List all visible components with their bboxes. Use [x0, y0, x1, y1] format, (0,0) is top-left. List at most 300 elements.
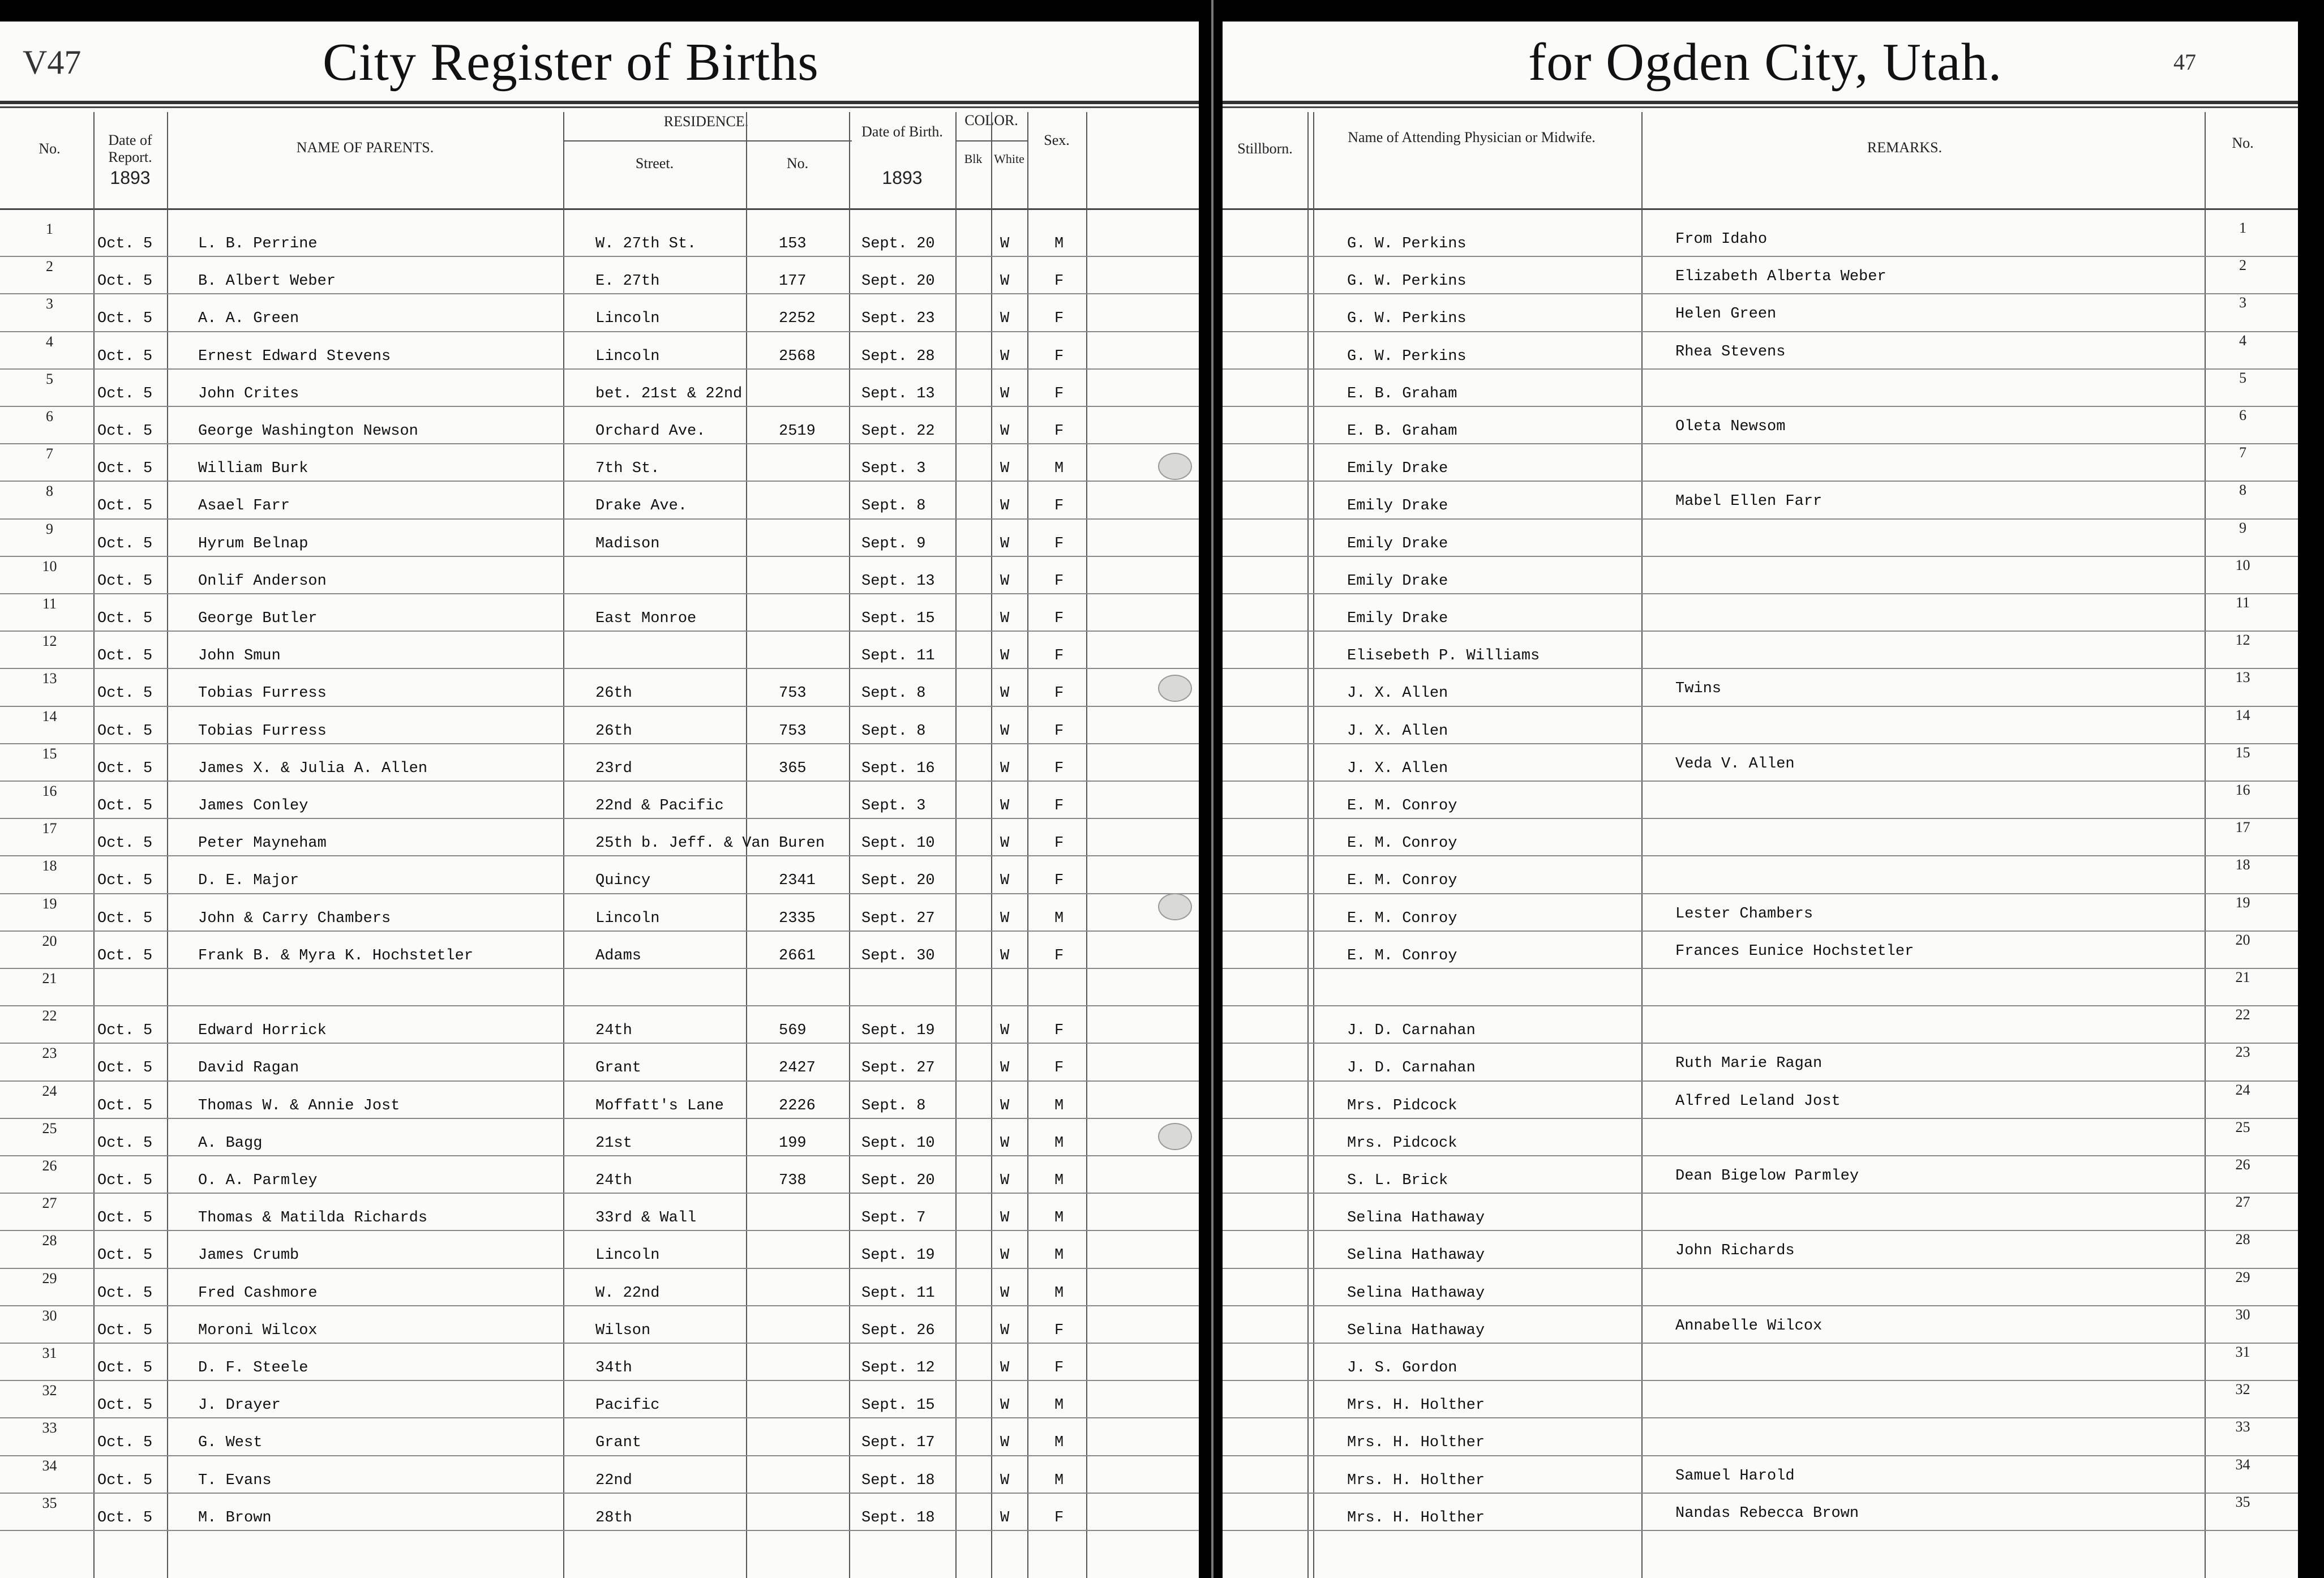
physician-name: E. M. Conroy [1347, 835, 1457, 852]
row-rule [1223, 855, 2298, 856]
header-top-rule [0, 101, 1199, 104]
page-title: City Register of Births [323, 33, 819, 92]
header-parents: NAME OF PARENTS. [296, 139, 434, 156]
color-mark: W [1000, 498, 1010, 515]
sex-mark: F [1054, 1060, 1064, 1077]
physician-name: Emily Drake [1347, 572, 1448, 590]
parents-name: D. E. Major [198, 872, 299, 890]
row-rule [0, 1493, 1199, 1494]
remarks-text: Ruth Marie Ragan [1675, 1055, 1823, 1073]
physician-name: Selina Hathaway [1347, 1247, 1485, 1264]
residence-street: Grant [595, 1060, 642, 1077]
physician-name: Emily Drake [1347, 460, 1448, 478]
row-rule [1223, 1043, 2298, 1044]
residence-street: 22nd [595, 1472, 632, 1489]
birth-date: Sept. 20 [861, 273, 935, 290]
parents-name: James Conley [198, 797, 308, 814]
right-header-bottom-rule [1223, 208, 2298, 210]
row-number-right: 32 [2235, 1381, 2250, 1398]
row-rule [0, 1305, 1199, 1306]
color-mark: W [1000, 947, 1010, 964]
row-number-right: 10 [2235, 556, 2250, 573]
report-date: Oct. 5 [97, 310, 153, 328]
report-date: Oct. 5 [97, 835, 153, 852]
row-number: 11 [42, 595, 57, 612]
residence-street: Lincoln [595, 910, 660, 927]
color-mark: W [1000, 235, 1010, 252]
row-number-right: 1 [2239, 220, 2246, 236]
book-spine [1211, 0, 1214, 1578]
row-rule [0, 893, 1199, 894]
row-rule [1223, 1417, 2298, 1418]
row-rule [0, 743, 1199, 744]
row-rule [1223, 1493, 2298, 1494]
report-date: Oct. 5 [97, 1434, 153, 1452]
row-rule [0, 1417, 1199, 1418]
birth-date: Sept. 20 [861, 235, 935, 252]
color-mark: W [1000, 348, 1010, 365]
birth-date: Sept. 8 [861, 498, 926, 515]
residence-street: Adams [595, 947, 642, 964]
residence-number: 199 [779, 1134, 807, 1152]
row-rule [0, 1268, 1199, 1269]
row-number: 1 [46, 221, 53, 237]
sex-mark: F [1054, 1509, 1064, 1526]
row-number: 24 [42, 1082, 57, 1099]
sex-mark: F [1054, 685, 1064, 702]
row-number: 29 [42, 1270, 57, 1287]
row-number-right: 11 [2235, 594, 2250, 611]
parents-name: Tobias Furress [198, 685, 327, 702]
sex-mark: M [1054, 1247, 1064, 1264]
color-mark: W [1000, 273, 1010, 290]
row-rule [0, 1155, 1199, 1156]
sex-mark: F [1054, 947, 1064, 964]
report-date: Oct. 5 [97, 535, 153, 552]
row-number-right: 28 [2235, 1231, 2250, 1248]
sex-mark: M [1054, 1434, 1064, 1452]
birth-date: Sept. 13 [861, 572, 935, 590]
row-rule [0, 1343, 1199, 1344]
residence-street: 23rd [595, 760, 632, 777]
row-rule [1223, 1193, 2298, 1194]
row-rule [1223, 1230, 2298, 1231]
report-date: Oct. 5 [97, 1322, 153, 1339]
right-header-top-rule [1223, 101, 2298, 104]
report-date: Oct. 5 [97, 910, 153, 927]
sex-mark: M [1054, 1097, 1064, 1114]
row-number-right: 25 [2235, 1118, 2250, 1135]
report-date: Oct. 5 [97, 1472, 153, 1489]
remarks-text: Alfred Leland Jost [1675, 1092, 1841, 1110]
color-mark: W [1000, 685, 1010, 702]
row-rule [0, 968, 1199, 969]
color-mark: W [1000, 1247, 1010, 1264]
parents-name: D. F. Steele [198, 1360, 308, 1377]
birth-date: Sept. 8 [861, 1097, 926, 1114]
report-date: Oct. 5 [97, 1134, 153, 1152]
page-number-note: 47 [2173, 49, 2196, 75]
report-date: Oct. 5 [97, 1060, 153, 1077]
row-rule [0, 1230, 1199, 1231]
remarks-text: Oleta Newsom [1675, 418, 1786, 435]
birth-date: Sept. 13 [861, 385, 935, 402]
row-rule [1223, 631, 2298, 632]
residence-number: 2519 [779, 423, 816, 440]
color-mark: W [1000, 797, 1010, 814]
header-report-year: 1893 [110, 168, 151, 188]
row-rule [0, 631, 1199, 632]
birth-date: Sept. 7 [861, 1210, 926, 1227]
row-number: 2 [46, 258, 53, 275]
remarks-text: Mabel Ellen Farr [1675, 493, 1823, 511]
physician-name: E. B. Graham [1347, 385, 1457, 402]
report-date: Oct. 5 [97, 498, 153, 515]
sex-mark: M [1054, 1284, 1064, 1302]
row-number-right: 29 [2235, 1268, 2250, 1285]
binder-hole [1158, 893, 1192, 920]
color-mark: W [1000, 535, 1010, 552]
color-mark: W [1000, 910, 1010, 927]
row-rule [0, 818, 1199, 819]
color-mark: W [1000, 1134, 1010, 1152]
row-number: 19 [42, 895, 57, 912]
report-date: Oct. 5 [97, 1210, 153, 1227]
birth-date: Sept. 18 [861, 1509, 935, 1526]
report-date: Oct. 5 [97, 872, 153, 890]
row-rule [0, 481, 1199, 482]
residence-street: 26th [595, 722, 632, 740]
birth-date: Sept. 3 [861, 797, 926, 814]
row-rule [0, 331, 1199, 332]
parents-name: George Washington Newson [198, 423, 418, 440]
parents-name: Fred Cashmore [198, 1284, 318, 1302]
row-number: 33 [42, 1420, 57, 1437]
header-no-right: No. [2232, 135, 2254, 151]
residence-street: 34th [595, 1360, 632, 1377]
birth-date: Sept. 16 [861, 760, 935, 777]
row-rule [1223, 893, 2298, 894]
residence-street: East Monroe [595, 610, 697, 627]
parents-name: J. Drayer [198, 1397, 281, 1414]
row-number: 32 [42, 1382, 57, 1399]
row-number-right: 2 [2239, 257, 2246, 274]
row-rule [1223, 743, 2298, 744]
row-number-right: 3 [2239, 294, 2246, 311]
residence-street: Wilson [595, 1322, 651, 1339]
sex-mark: M [1054, 1172, 1064, 1189]
physician-name: Selina Hathaway [1347, 1210, 1485, 1227]
birth-date: Sept. 20 [861, 872, 935, 890]
parents-name: George Butler [198, 610, 318, 627]
row-rule [1223, 1530, 2298, 1531]
row-rule [0, 855, 1199, 856]
color-mark: W [1000, 1022, 1010, 1040]
sex-mark: F [1054, 872, 1064, 890]
residence-street: Drake Ave. [595, 498, 688, 515]
row-number: 28 [42, 1232, 57, 1249]
row-rule [0, 668, 1199, 669]
remarks-text: Dean Bigelow Parmley [1675, 1168, 1859, 1185]
birth-date: Sept. 9 [861, 535, 926, 552]
row-rule [1223, 968, 2298, 969]
report-date: Oct. 5 [97, 1097, 153, 1114]
row-number-right: 5 [2239, 369, 2246, 386]
row-rule [1223, 1268, 2298, 1269]
color-mark: W [1000, 1097, 1010, 1114]
row-number-right: 35 [2235, 1493, 2250, 1510]
parents-name: James Crumb [198, 1247, 299, 1264]
row-rule [0, 1380, 1199, 1381]
physician-name: Mrs. H. Holther [1347, 1397, 1485, 1414]
row-number-right: 8 [2239, 482, 2246, 499]
row-number-right: 18 [2235, 856, 2250, 873]
report-date: Oct. 5 [97, 572, 153, 590]
row-number: 27 [42, 1195, 57, 1212]
birth-date: Sept. 19 [861, 1247, 935, 1264]
remarks-text: Nandas Rebecca Brown [1675, 1504, 1859, 1522]
right-header-top-rule-2 [1223, 106, 2298, 108]
row-number: 5 [46, 370, 53, 387]
row-number: 31 [42, 1345, 57, 1361]
remarks-text: John Richards [1675, 1242, 1795, 1260]
sex-mark: F [1054, 835, 1064, 852]
birth-date: Sept. 8 [861, 722, 926, 740]
residence-street: bet. 21st & 22nd [595, 385, 743, 402]
parents-name: David Ragan [198, 1060, 299, 1077]
physician-name: Mrs. H. Holther [1347, 1509, 1485, 1526]
report-date: Oct. 5 [97, 1284, 153, 1302]
color-mark: W [1000, 1472, 1010, 1489]
parents-name: John & Carry Chambers [198, 910, 391, 927]
sex-mark: F [1054, 273, 1064, 290]
header-street: Street. [635, 155, 674, 171]
row-rule [1223, 1005, 2298, 1006]
physician-name: J. X. Allen [1347, 685, 1448, 702]
row-number: 4 [46, 333, 53, 350]
row-rule [0, 706, 1199, 707]
physician-name: Mrs. H. Holther [1347, 1472, 1485, 1489]
sex-mark: F [1054, 535, 1064, 552]
residence-number: 2226 [779, 1097, 816, 1114]
parents-name: A. Bagg [198, 1134, 263, 1152]
sex-mark: M [1054, 910, 1064, 927]
parents-name: O. A. Parmley [198, 1172, 318, 1189]
remarks-text: Frances Eunice Hochstetler [1675, 942, 1914, 960]
residence-street: W. 27th St. [595, 235, 697, 252]
color-mark: W [1000, 722, 1010, 740]
residence-number: 2335 [779, 910, 816, 927]
header-date-of-report: Date of Report. [108, 132, 152, 165]
sex-mark: F [1054, 385, 1064, 402]
remarks-text: Rhea Stevens [1675, 343, 1786, 361]
row-number: 22 [42, 1007, 57, 1024]
sex-mark: M [1054, 1472, 1064, 1489]
residence-street: Madison [595, 535, 660, 552]
physician-name: J. X. Allen [1347, 722, 1448, 740]
row-rule [0, 1043, 1199, 1044]
residence-street: 21st [595, 1134, 632, 1152]
row-rule [0, 1118, 1199, 1119]
right-register-page [1223, 22, 2298, 1578]
row-number-right: 16 [2235, 782, 2250, 798]
row-number-right: 12 [2235, 632, 2250, 649]
row-number: 34 [42, 1457, 57, 1474]
physician-name: E. M. Conroy [1347, 872, 1457, 890]
binder-hole [1158, 1123, 1192, 1150]
parents-name: Hyrum Belnap [198, 535, 308, 552]
row-rule [1223, 1155, 2298, 1156]
residence-street: Lincoln [595, 310, 660, 328]
report-date: Oct. 5 [97, 947, 153, 964]
row-rule [1223, 293, 2298, 294]
sex-mark: F [1054, 1322, 1064, 1339]
row-rule [1223, 706, 2298, 707]
sex-mark: F [1054, 722, 1064, 740]
residence-number: 177 [779, 273, 807, 290]
row-number-right: 20 [2235, 931, 2250, 948]
sex-mark: M [1054, 1397, 1064, 1414]
row-number-right: 33 [2235, 1418, 2250, 1435]
birth-date: Sept. 10 [861, 1134, 935, 1152]
sex-mark: F [1054, 572, 1064, 590]
parents-name: B. Albert Weber [198, 273, 336, 290]
header-no: No. [38, 140, 61, 157]
physician-name: G. W. Perkins [1347, 235, 1467, 252]
birth-date: Sept. 11 [861, 648, 935, 665]
header-remarks: REMARKS. [1867, 139, 1943, 156]
report-date: Oct. 5 [97, 235, 153, 252]
row-rule [0, 1080, 1199, 1082]
row-rule [1223, 1305, 2298, 1306]
report-date: Oct. 5 [97, 648, 153, 665]
sex-mark: F [1054, 797, 1064, 814]
header-residence: RESIDENCE. [663, 113, 749, 130]
birth-date: Sept. 15 [861, 610, 935, 627]
birth-date: Sept. 20 [861, 1172, 935, 1189]
remarks-text: Annabelle Wilcox [1675, 1317, 1823, 1335]
header-physician: Name of Attending Physician or Midwife. [1348, 129, 1596, 145]
residence-number: 2427 [779, 1060, 816, 1077]
physician-name: E. M. Conroy [1347, 910, 1457, 927]
parents-name: Moroni Wilcox [198, 1322, 318, 1339]
report-date: Oct. 5 [97, 1172, 153, 1189]
parents-name: Asael Farr [198, 498, 290, 515]
birth-date: Sept. 15 [861, 1397, 935, 1414]
parents-name: Peter Mayneham [198, 835, 327, 852]
residence-number: 153 [779, 235, 807, 252]
row-number: 3 [46, 295, 53, 312]
parents-name: John Smun [198, 648, 281, 665]
row-rule [0, 368, 1199, 370]
row-number: 25 [42, 1120, 57, 1137]
residence-street: 7th St. [595, 460, 660, 478]
physician-name: J. X. Allen [1347, 760, 1448, 777]
residence-street: 33rd & Wall [595, 1210, 697, 1227]
row-rule [0, 518, 1199, 520]
row-number-right: 14 [2235, 706, 2250, 723]
physician-name: S. L. Brick [1347, 1172, 1448, 1189]
birth-date: Sept. 26 [861, 1322, 935, 1339]
header-birth-year: 1893 [882, 168, 923, 188]
row-number: 9 [46, 520, 53, 537]
residence-number: 365 [779, 760, 807, 777]
row-number: 20 [42, 932, 57, 949]
birth-date: Sept. 10 [861, 835, 935, 852]
sex-mark: F [1054, 610, 1064, 627]
row-rule [0, 443, 1199, 444]
row-number: 18 [42, 857, 57, 874]
residence-street: W. 22nd [595, 1284, 660, 1302]
physician-name: Emily Drake [1347, 535, 1448, 552]
physician-name: J. D. Carnahan [1347, 1060, 1476, 1077]
header-date-of-birth: Date of Birth. [861, 123, 943, 140]
color-mark: W [1000, 648, 1010, 665]
report-date: Oct. 5 [97, 348, 153, 365]
row-number-right: 24 [2235, 1081, 2250, 1098]
sex-mark: F [1054, 1360, 1064, 1377]
residence-street: 25th b. Jeff. & Van Buren [595, 835, 825, 852]
sex-mark: F [1054, 498, 1064, 515]
residence-number: 2568 [779, 348, 816, 365]
row-number-right: 21 [2235, 969, 2250, 985]
color-mark: W [1000, 1360, 1010, 1377]
birth-date: Sept. 22 [861, 423, 935, 440]
residence-subrule [563, 140, 852, 141]
row-number-right: 34 [2235, 1456, 2250, 1473]
row-number: 23 [42, 1045, 57, 1062]
row-number-right: 17 [2235, 819, 2250, 836]
color-mark: W [1000, 835, 1010, 852]
remarks-text: Samuel Harold [1675, 1467, 1795, 1485]
birth-date: Sept. 30 [861, 947, 935, 964]
report-date: Oct. 5 [97, 760, 153, 777]
row-number-right: 15 [2235, 744, 2250, 761]
row-rule [0, 781, 1199, 782]
report-date: Oct. 5 [97, 797, 153, 814]
physician-name: J. D. Carnahan [1347, 1022, 1476, 1040]
birth-date: Sept. 11 [861, 1284, 935, 1302]
physician-name: G. W. Perkins [1347, 348, 1467, 365]
color-mark: W [1000, 1284, 1010, 1302]
parents-name: John Crites [198, 385, 299, 402]
header-blk: Blk [964, 152, 983, 166]
color-mark: W [1000, 1397, 1010, 1414]
color-mark: W [1000, 1509, 1010, 1526]
remarks-text: Helen Green [1675, 306, 1777, 323]
remarks-text: Lester Chambers [1675, 905, 1813, 923]
parents-name: Frank B. & Myra K. Hochstetler [198, 947, 474, 964]
row-rule [1223, 1343, 2298, 1344]
header-color: COLOR. [964, 112, 1018, 128]
row-rule [0, 256, 1199, 257]
sex-mark: F [1054, 348, 1064, 365]
row-rule [1223, 406, 2298, 407]
row-rule [1223, 668, 2298, 669]
row-number: 15 [42, 745, 57, 762]
row-number: 16 [42, 783, 57, 799]
physician-name: Emily Drake [1347, 498, 1448, 515]
row-rule [0, 556, 1199, 557]
row-rule [1223, 1118, 2298, 1119]
row-rule [1223, 556, 2298, 557]
physician-name: Mrs. Pidcock [1347, 1097, 1457, 1114]
row-rule [0, 1193, 1199, 1194]
birth-date: Sept. 23 [861, 310, 935, 328]
color-mark: W [1000, 1322, 1010, 1339]
report-date: Oct. 5 [97, 460, 153, 478]
physician-name: Mrs. H. Holther [1347, 1434, 1485, 1452]
